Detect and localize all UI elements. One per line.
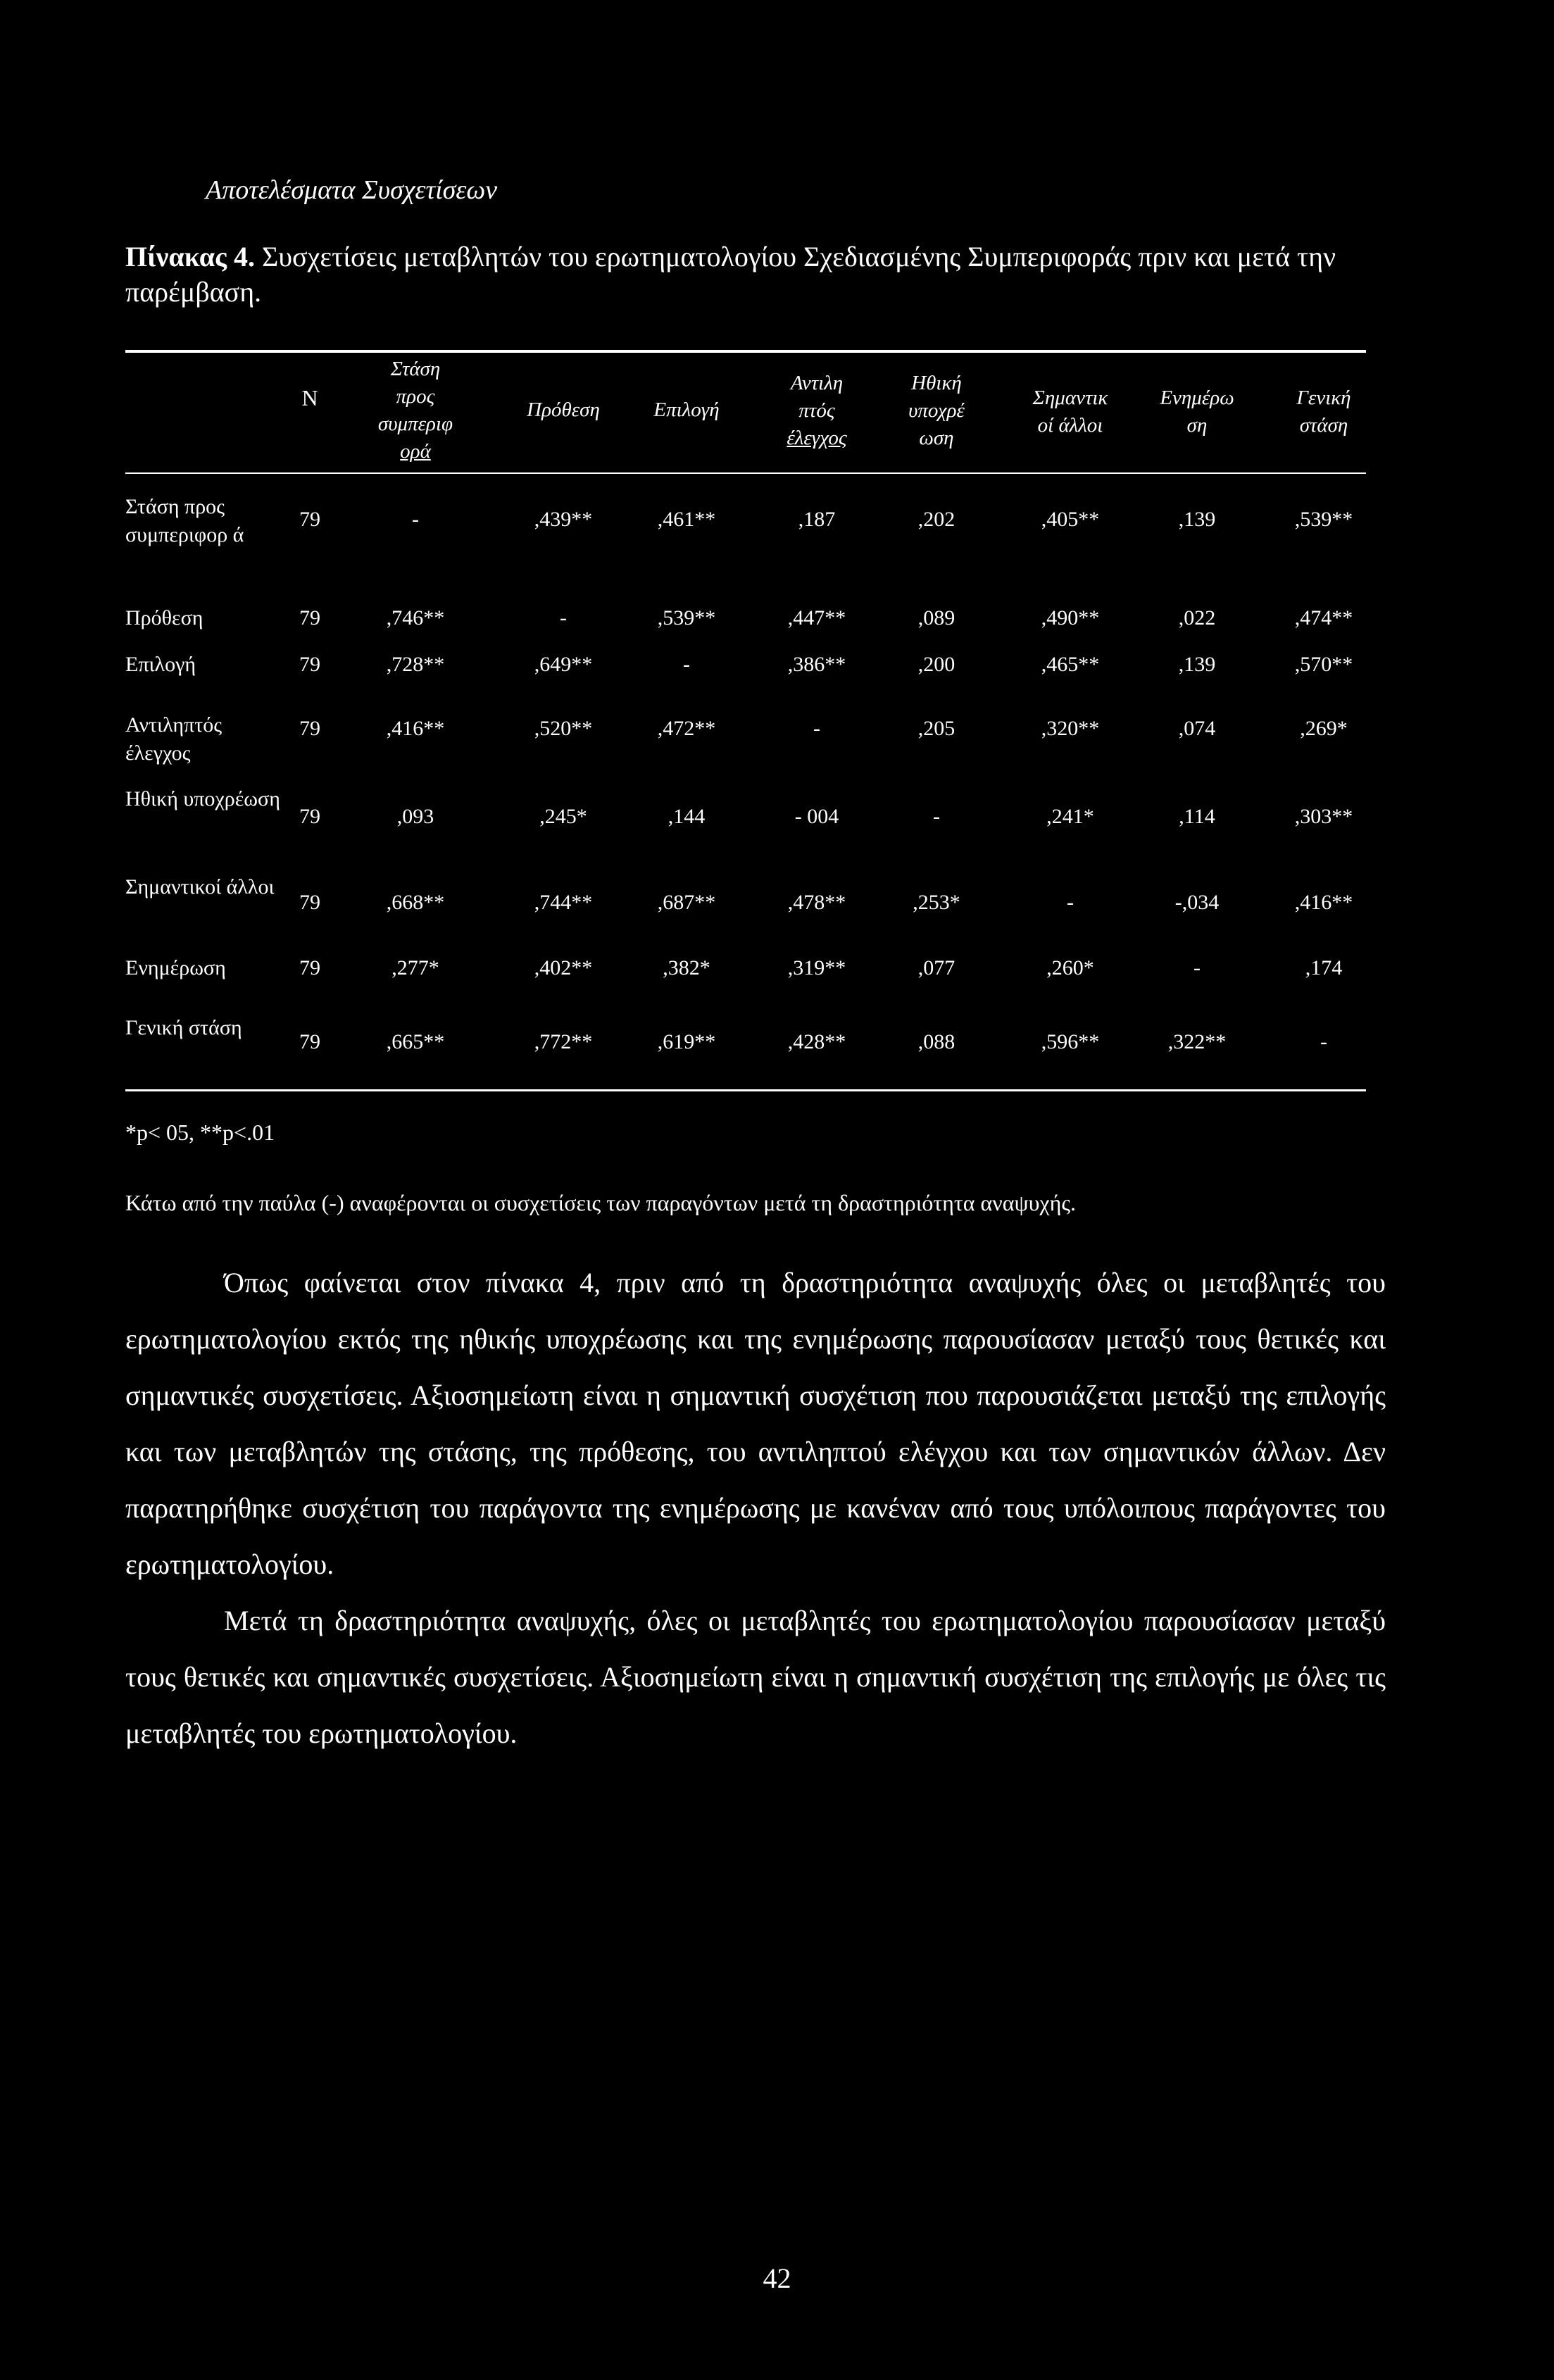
column-header-line: προς	[396, 385, 435, 408]
row-label: Ενημέρωση	[125, 956, 226, 979]
column-header	[493, 396, 634, 424]
table-cell: ,088	[917, 1030, 955, 1053]
table-cell: ,277*	[391, 956, 439, 979]
column-header-line: Στάση	[390, 358, 441, 380]
row-label: Σημαντικοί άλλοι	[125, 875, 275, 898]
table-cell: ,319**	[787, 956, 846, 979]
table-cell: ,439**	[534, 508, 593, 531]
column-header-line: έλεγχος	[787, 427, 847, 449]
table-cell: ,539**	[1294, 508, 1353, 531]
column-header	[345, 356, 486, 465]
table-note: Κάτω από την παύλα (-) αναφέρονται οι συσχετίσεις των παραγόντων μετά τη δραστηριότητα αναψυχής.	[125, 1190, 1077, 1215]
table-cell: ,520**	[534, 717, 593, 740]
table-cell: ,245*	[539, 805, 587, 828]
table-cell: ,174	[1305, 956, 1343, 979]
table-cell: ,474**	[1294, 606, 1353, 630]
table-cell: ,461**	[657, 508, 716, 531]
table-cell: ,447**	[787, 606, 846, 630]
table-cell: ,202	[917, 508, 955, 531]
table-cell: ,253*	[913, 891, 960, 914]
row-label: Ηθική υποχρέωση	[125, 787, 280, 810]
column-header-line: συμπεριφ	[377, 413, 453, 435]
table-cell: ,687**	[657, 891, 716, 914]
row-label: Επιλογή	[125, 653, 196, 676]
table-cell: ,472**	[657, 717, 716, 740]
table-cell: -	[683, 653, 690, 676]
table-cell: ,077	[917, 956, 955, 979]
column-header-line: Επιλογή	[653, 399, 720, 421]
column-header	[616, 396, 757, 424]
table-cell: ,382*	[663, 956, 710, 979]
column-header-line: Αντιλη	[790, 372, 844, 394]
table-cell: ,139	[1178, 653, 1216, 676]
table-caption-label: Πίνακας 4.	[125, 241, 255, 273]
table-cell: 79	[299, 653, 320, 676]
column-header-line: οί άλλοι	[1037, 414, 1103, 437]
table-cell: ,269*	[1300, 717, 1348, 740]
table-cell: ,114	[1179, 805, 1215, 828]
table-cell: 79	[299, 805, 320, 828]
table-cell: ,619**	[657, 1030, 716, 1053]
table-cell: ,022	[1178, 606, 1216, 630]
table-cell: ,089	[917, 606, 955, 630]
column-header-line: Ηθική	[911, 372, 962, 394]
table-cell: 79	[299, 717, 320, 740]
table-cell: ,570**	[1294, 653, 1353, 676]
table-cell: -	[412, 508, 419, 531]
column-header-line: Σημαντικ	[1032, 387, 1108, 409]
table-cell: ,490**	[1041, 606, 1100, 630]
paragraph: Όπως φαίνεται στον πίνακα 4, πριν από τη δραστηριότητα αναψυχής όλες οι μεταβλητές του ερωτηματολογίου εκτός της ηθικής υποχρέωσης και της ενημέρωσης παρουσίασαν μεταξύ τους θετικές και σημαντικές συσχετίσεις. Αξιοσημείωτη είναι η σημαντική συσχέτιση που παρουσιάζεται μεταξύ της επιλογής και των μεταβλητών της στάσης, της πρόθεσης, του αντιληπτού ελέγχου και των σημαντικών άλλων. Δεν παρατηρήθηκε συσχέτιση του παράγοντα της ενημέρωσης με κανέναν από τους υπόλοιπους παράγοντες του ερωτηματολογίου.	[125, 1267, 1386, 1580]
table-cell: ,746**	[386, 606, 445, 630]
table-cell: ,320**	[1041, 717, 1100, 740]
table-cell: 79	[299, 956, 320, 979]
column-header	[866, 370, 1007, 452]
table-cell: - 004	[794, 805, 839, 828]
column-header-line: υποχρέ	[908, 399, 965, 422]
table-cell: ,260*	[1046, 956, 1094, 979]
table-cell: -	[933, 805, 940, 828]
table-cell: ,596**	[1041, 1030, 1100, 1053]
table-cell: -	[1193, 956, 1201, 979]
column-header	[1127, 384, 1267, 439]
table-cell: -	[1067, 891, 1074, 914]
column-header-line: πτός	[798, 399, 835, 422]
column-header	[1000, 384, 1141, 439]
table-cell: -	[813, 717, 820, 740]
table-cell: 79	[299, 1030, 320, 1053]
table-cell: ,386**	[787, 653, 846, 676]
table-cell: ,416**	[386, 717, 445, 740]
table-cell: ,200	[917, 653, 955, 676]
table-top-rule	[125, 350, 1366, 353]
table-cell: ,405**	[1041, 508, 1100, 531]
table-cell: ,139	[1178, 508, 1216, 531]
column-header-line: Ν	[301, 385, 318, 411]
column-header-line: Ενημέρω	[1160, 387, 1234, 409]
section-title: Αποτελέσματα Συσχετίσεων	[206, 175, 498, 205]
table-cell: ,416**	[1294, 891, 1353, 914]
row-label: Γενική στάση	[125, 1016, 242, 1039]
table-cell: ,772**	[534, 1030, 593, 1053]
column-header	[1253, 384, 1394, 439]
table-caption-text: Συσχετίσεις μεταβλητών του ερωτηματολογίου Σχεδιασμένης Συμπεριφοράς πριν και μετά την παρέμβαση.	[125, 241, 1336, 308]
table-cell: -	[1320, 1030, 1327, 1053]
table-bottom-rule	[125, 1089, 1366, 1091]
table-cell: 79	[299, 891, 320, 914]
significance-footnote: *p< 05, **p<.01	[125, 1120, 275, 1145]
table-cell: -	[560, 606, 567, 630]
table-cell: ,144	[668, 805, 706, 828]
table-cell: 79	[299, 606, 320, 630]
row-label: Πρόθεση	[125, 606, 203, 630]
row-label: Αντιληπτός έλεγχος	[125, 713, 223, 765]
table-cell: ,093	[396, 805, 434, 828]
table-cell: ,241*	[1046, 805, 1094, 828]
table-caption	[125, 239, 1435, 310]
table-cell: ,187	[798, 508, 836, 531]
table-cell: ,322**	[1167, 1030, 1227, 1053]
table-cell: ,665**	[386, 1030, 445, 1053]
column-header-line: ορά	[400, 440, 431, 463]
table-header-rule	[125, 472, 1366, 474]
table-cell: ,744**	[534, 891, 593, 914]
table-cell: ,428**	[787, 1030, 846, 1053]
body-text	[125, 1255, 1386, 1762]
table-cell: ,303**	[1294, 805, 1353, 828]
table-cell: ,402**	[534, 956, 593, 979]
table-cell: ,668**	[386, 891, 445, 914]
table-cell: ,728**	[386, 653, 445, 676]
column-header-line: ωση	[919, 427, 954, 449]
row-label: Στάση προς συμπεριφορ ά	[125, 495, 244, 546]
column-header-line: Γενική	[1296, 387, 1351, 409]
table-cell: ,074	[1178, 717, 1216, 740]
table-cell: ,465**	[1041, 653, 1100, 676]
table-cell: -,034	[1174, 891, 1220, 914]
page-number: 42	[763, 2262, 791, 2294]
table-cell: ,205	[917, 717, 955, 740]
table-cell: ,539**	[657, 606, 716, 630]
table-cell: 79	[299, 508, 320, 531]
table-cell: ,478**	[787, 891, 846, 914]
table-cell: ,649**	[534, 653, 593, 676]
column-header-line: ση	[1186, 414, 1208, 437]
paragraph: Μετά τη δραστηριότητα αναψυχής, όλες οι μεταβλητές του ερωτηματολογίου παρουσίασαν μεταξύ τους θετικές και σημαντικές συσχετίσεις. Αξιοσημείωτη είναι η σημαντική συσχέτιση της επιλογής με όλες τις μεταβλητές του ερωτηματολογίου.	[125, 1605, 1386, 1749]
column-header-line: Πρόθεση	[527, 399, 600, 421]
column-header-line: στάση	[1299, 414, 1348, 437]
